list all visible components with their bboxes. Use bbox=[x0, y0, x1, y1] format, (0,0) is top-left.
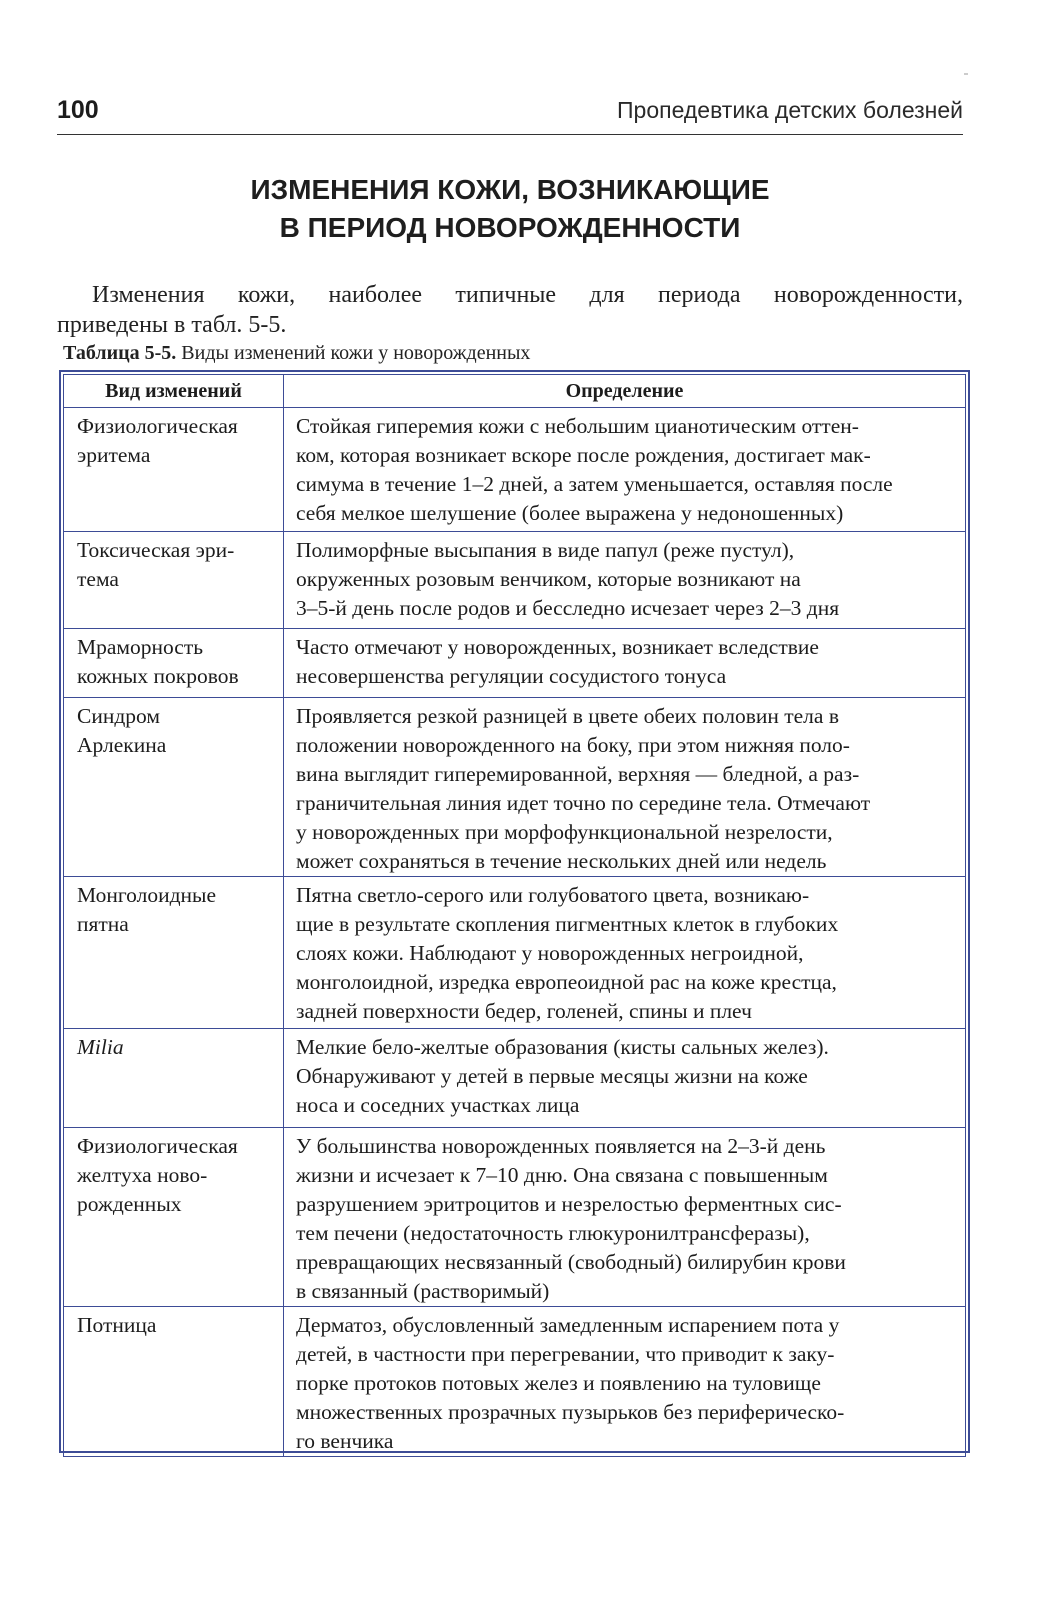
definition-line: Полиморфные высыпания в виде папул (реже пустул), bbox=[296, 538, 795, 562]
row-term-cell bbox=[64, 1128, 284, 1307]
term-line: Потница bbox=[77, 1313, 157, 1337]
definition-line: окруженных розовым венчиком, которые возникают на bbox=[296, 567, 801, 591]
definition-line: положении новорожденного на боку, при этом нижняя поло- bbox=[296, 733, 850, 757]
header-type-of-change: Вид изменений bbox=[64, 375, 284, 408]
definition-line: Дерматоз, обусловленный замедленным испарением пота у bbox=[296, 1313, 840, 1337]
definition-line: себя мелкое шелушение (более выражена у недоношенных) bbox=[296, 501, 844, 525]
definition-line: У большинства новорожденных появляется на 2–3-й день bbox=[296, 1134, 826, 1158]
row-term-cell bbox=[64, 629, 284, 698]
header-definition: Определение bbox=[284, 375, 966, 408]
row-definition-cell bbox=[284, 1128, 966, 1307]
term-line: Физиологическая bbox=[77, 414, 238, 438]
page-number: 100 bbox=[57, 96, 99, 124]
term-line: Монголоидные bbox=[77, 883, 217, 907]
skin-changes-table-frame bbox=[59, 370, 970, 1453]
definition-line: множественных прозрачных пузырьков без периферическо- bbox=[296, 1400, 845, 1424]
running-title: Пропедевтика детских болезней bbox=[617, 97, 963, 123]
term-line: Арлекина bbox=[77, 733, 167, 757]
definition-line: разрушением эритроцитов и незрелостью ферментных сис- bbox=[296, 1192, 842, 1216]
row-term-cell bbox=[64, 1029, 284, 1128]
table-caption-text: Виды изменений кожи у новорожденных bbox=[181, 342, 531, 364]
page-header bbox=[57, 96, 963, 135]
definition-line: у новорожденных при морфофункциональной незрелости, bbox=[296, 820, 833, 844]
definition-line: слоях кожи. Наблюдают у новорожденных негроидной, bbox=[296, 941, 804, 965]
row-definition-cell bbox=[284, 629, 966, 698]
definition-line: монголоидной, изредка европеоидной рас на коже крестца, bbox=[296, 970, 837, 994]
definition-line: Мелкие бело-желтые образования (кисты сальных желез). bbox=[296, 1035, 829, 1059]
definition-line: щие в результате скопления пигментных клеток в глубоких bbox=[296, 912, 839, 936]
term-line: рожденных bbox=[77, 1192, 182, 1216]
row-term-cell bbox=[64, 698, 284, 877]
row-definition-cell bbox=[284, 1029, 966, 1128]
table-row bbox=[64, 1307, 966, 1457]
definition-line: превращающих несвязанный (свободный) билирубин крови bbox=[296, 1250, 846, 1274]
row-term-cell bbox=[64, 408, 284, 532]
definition-line: Часто отмечают у новорожденных, возникает вследствие bbox=[296, 635, 819, 659]
row-definition-cell bbox=[284, 532, 966, 629]
table-row bbox=[64, 532, 966, 629]
table-header-row bbox=[64, 375, 966, 408]
intro-paragraph bbox=[57, 280, 963, 340]
row-term-cell bbox=[64, 1307, 284, 1457]
row-term-cell bbox=[64, 877, 284, 1029]
section-title bbox=[57, 171, 963, 247]
definition-line: Стойкая гиперемия кожи с небольшим цианотическим оттен- bbox=[296, 414, 859, 438]
table-row bbox=[64, 877, 966, 1029]
section-title-line-2: В ПЕРИОД НОВОРОЖДЕННОСТИ bbox=[279, 212, 741, 243]
table-row bbox=[64, 1128, 966, 1307]
row-definition-cell bbox=[284, 877, 966, 1029]
term-line: Физиологическая bbox=[77, 1134, 238, 1158]
row-definition-cell bbox=[284, 1307, 966, 1457]
definition-line: несовершенства регуляции сосудистого тонуса bbox=[296, 664, 727, 688]
table-caption bbox=[63, 342, 530, 365]
row-definition-cell bbox=[284, 698, 966, 877]
term-line: тема bbox=[77, 567, 119, 591]
definition-line: порке протоков потовых желез и появлению на туловище bbox=[296, 1371, 821, 1395]
definition-line: Проявляется резкой разницей в цвете обеих половин тела в bbox=[296, 704, 839, 728]
definition-line: Обнаруживают у детей в первые месяцы жизни на коже bbox=[296, 1064, 808, 1088]
definition-line: вина выглядит гиперемированной, верхняя — бледной, а раз- bbox=[296, 762, 860, 786]
definition-line: граничительная линия идет точно по середине тела. Отмечают bbox=[296, 791, 871, 815]
term-line: Мраморность bbox=[77, 635, 204, 659]
table-row bbox=[64, 1029, 966, 1128]
table-row bbox=[64, 408, 966, 532]
skin-changes-table bbox=[63, 374, 966, 1457]
term-line: Синдром bbox=[77, 704, 160, 728]
definition-line: 3–5-й день после родов и бесследно исчезает через 2–3 дня bbox=[296, 596, 840, 620]
row-term-cell bbox=[64, 532, 284, 629]
definition-line: может сохраняться в течение нескольких дней или недель bbox=[296, 849, 827, 873]
table-row bbox=[64, 629, 966, 698]
definition-line: го венчика bbox=[296, 1429, 394, 1453]
term-line: эритема bbox=[77, 443, 151, 467]
definition-line: задней поверхности бедер, голеней, спины и плеч bbox=[296, 999, 752, 1023]
definition-line: ком, которая возникает вскоре после рождения, достигает мак- bbox=[296, 443, 871, 467]
intro-line-1: Изменения кожи, наиболее типичные для периода новорожденности, bbox=[92, 282, 963, 308]
definition-line: Пятна светло-серого или голубоватого цвета, возникаю- bbox=[296, 883, 810, 907]
definition-line: симума в течение 1–2 дней, а затем уменьшается, оставляя после bbox=[296, 472, 893, 496]
term-line: кожных покровов bbox=[77, 664, 239, 688]
term-line: Токсическая эри- bbox=[77, 538, 235, 562]
definition-line: носа и соседних участках лица bbox=[296, 1093, 580, 1117]
definition-line: жизни и исчезает к 7–10 дню. Она связана с повышенным bbox=[296, 1163, 828, 1187]
row-definition-cell bbox=[284, 408, 966, 532]
table-row bbox=[64, 698, 966, 877]
section-title-line-1: ИЗМЕНЕНИЯ КОЖИ, ВОЗНИКАЮЩИЕ bbox=[250, 174, 770, 205]
definition-line: в связанный (растворимый) bbox=[296, 1279, 550, 1303]
definition-line: детей, в частности при перегревании, что приводит к заку- bbox=[296, 1342, 835, 1366]
definition-line: тем печени (недостаточность глюкуронилтрансферазы), bbox=[296, 1221, 810, 1245]
term-line: Milia bbox=[77, 1035, 124, 1059]
table-caption-label: Таблица 5-5. bbox=[63, 342, 177, 364]
intro-line-2: приведены в табл. 5-5. bbox=[57, 312, 287, 338]
term-line: желтуха ново- bbox=[77, 1163, 208, 1187]
scan-speck bbox=[964, 73, 968, 75]
term-line: пятна bbox=[77, 912, 129, 936]
